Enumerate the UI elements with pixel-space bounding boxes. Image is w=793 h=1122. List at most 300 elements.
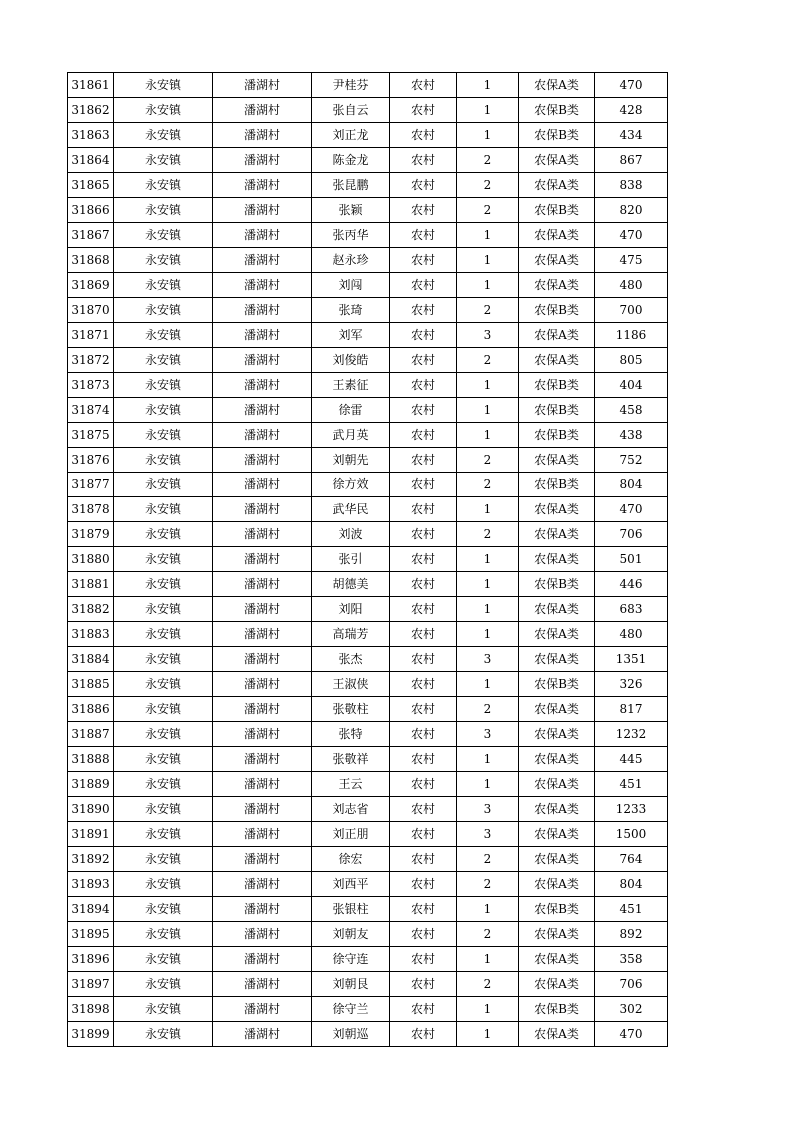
town-cell: 永安镇 — [114, 73, 213, 98]
household-size-cell: 1 — [457, 122, 519, 147]
village-cell: 潘湖村 — [213, 197, 312, 222]
insurance-category-cell: 农保B类 — [519, 397, 595, 422]
amount-cell: 892 — [595, 921, 668, 946]
insurance-category-cell: 农保A类 — [519, 722, 595, 747]
village-cell: 潘湖村 — [213, 347, 312, 372]
household-size-cell: 2 — [457, 522, 519, 547]
insurance-category-cell: 农保B类 — [519, 672, 595, 697]
area-type-cell: 农村 — [390, 772, 457, 797]
insurance-category-cell: 农保A类 — [519, 647, 595, 672]
household-size-cell: 2 — [457, 297, 519, 322]
household-size-cell: 1 — [457, 547, 519, 572]
person-name-cell: 刘朝先 — [312, 447, 390, 472]
amount-cell: 817 — [595, 697, 668, 722]
record-id-cell: 31894 — [68, 896, 114, 921]
record-id-cell: 31879 — [68, 522, 114, 547]
area-type-cell: 农村 — [390, 1021, 457, 1046]
area-type-cell: 农村 — [390, 697, 457, 722]
amount-cell: 805 — [595, 347, 668, 372]
person-name-cell: 刘俊皓 — [312, 347, 390, 372]
record-id-cell: 31876 — [68, 447, 114, 472]
household-size-cell: 1 — [457, 1021, 519, 1046]
town-cell: 永安镇 — [114, 772, 213, 797]
town-cell: 永安镇 — [114, 122, 213, 147]
household-size-cell: 3 — [457, 797, 519, 822]
record-id-cell: 31895 — [68, 921, 114, 946]
household-size-cell: 1 — [457, 672, 519, 697]
amount-cell: 480 — [595, 272, 668, 297]
insurance-category-cell: 农保B类 — [519, 197, 595, 222]
person-name-cell: 徐方效 — [312, 472, 390, 497]
person-name-cell: 胡德美 — [312, 572, 390, 597]
village-cell: 潘湖村 — [213, 1021, 312, 1046]
amount-cell: 470 — [595, 222, 668, 247]
household-size-cell: 1 — [457, 397, 519, 422]
person-name-cell: 武华民 — [312, 497, 390, 522]
insurance-category-cell: 农保A类 — [519, 272, 595, 297]
town-cell: 永安镇 — [114, 1021, 213, 1046]
village-cell: 潘湖村 — [213, 73, 312, 98]
person-name-cell: 张杰 — [312, 647, 390, 672]
record-id-cell: 31889 — [68, 772, 114, 797]
area-type-cell: 农村 — [390, 647, 457, 672]
amount-cell: 428 — [595, 97, 668, 122]
village-cell: 潘湖村 — [213, 872, 312, 897]
area-type-cell: 农村 — [390, 447, 457, 472]
person-name-cell: 刘朝友 — [312, 921, 390, 946]
area-type-cell: 农村 — [390, 872, 457, 897]
insurance-category-cell: 农保B类 — [519, 422, 595, 447]
town-cell: 永安镇 — [114, 822, 213, 847]
insurance-category-cell: 农保B类 — [519, 996, 595, 1021]
insurance-category-cell: 农保A类 — [519, 822, 595, 847]
table-row — [68, 372, 668, 397]
person-name-cell: 刘阳 — [312, 597, 390, 622]
town-cell: 永安镇 — [114, 747, 213, 772]
amount-cell: 1186 — [595, 322, 668, 347]
town-cell: 永安镇 — [114, 297, 213, 322]
household-size-cell: 2 — [457, 197, 519, 222]
person-name-cell: 张银柱 — [312, 896, 390, 921]
household-size-cell: 3 — [457, 647, 519, 672]
table-row — [68, 397, 668, 422]
record-id-cell: 31868 — [68, 247, 114, 272]
insurance-category-cell: 农保A类 — [519, 497, 595, 522]
record-id-cell: 31891 — [68, 822, 114, 847]
insurance-category-cell: 农保B类 — [519, 572, 595, 597]
amount-cell: 804 — [595, 872, 668, 897]
table-row — [68, 772, 668, 797]
town-cell: 永安镇 — [114, 422, 213, 447]
person-name-cell: 徐宏 — [312, 847, 390, 872]
household-size-cell: 3 — [457, 822, 519, 847]
town-cell: 永安镇 — [114, 896, 213, 921]
household-size-cell: 1 — [457, 247, 519, 272]
town-cell: 永安镇 — [114, 447, 213, 472]
record-id-cell: 31877 — [68, 472, 114, 497]
household-size-cell: 1 — [457, 73, 519, 98]
record-id-cell: 31887 — [68, 722, 114, 747]
household-size-cell: 1 — [457, 372, 519, 397]
village-cell: 潘湖村 — [213, 222, 312, 247]
person-name-cell: 张特 — [312, 722, 390, 747]
record-id-cell: 31899 — [68, 1021, 114, 1046]
area-type-cell: 农村 — [390, 946, 457, 971]
table-row — [68, 921, 668, 946]
household-size-cell: 2 — [457, 697, 519, 722]
village-cell: 潘湖村 — [213, 447, 312, 472]
village-cell: 潘湖村 — [213, 122, 312, 147]
record-id-cell: 31870 — [68, 297, 114, 322]
village-cell: 潘湖村 — [213, 797, 312, 822]
town-cell: 永安镇 — [114, 522, 213, 547]
area-type-cell: 农村 — [390, 971, 457, 996]
area-type-cell: 农村 — [390, 73, 457, 98]
town-cell: 永安镇 — [114, 372, 213, 397]
household-size-cell: 2 — [457, 872, 519, 897]
person-name-cell: 尹桂芬 — [312, 73, 390, 98]
record-id-cell: 31875 — [68, 422, 114, 447]
insurance-category-cell: 农保A类 — [519, 147, 595, 172]
record-id-cell: 31897 — [68, 971, 114, 996]
area-type-cell: 农村 — [390, 222, 457, 247]
area-type-cell: 农村 — [390, 397, 457, 422]
insurance-category-cell: 农保A类 — [519, 247, 595, 272]
village-cell: 潘湖村 — [213, 647, 312, 672]
amount-cell: 451 — [595, 772, 668, 797]
town-cell: 永安镇 — [114, 797, 213, 822]
table-row — [68, 472, 668, 497]
person-name-cell: 王淑侠 — [312, 672, 390, 697]
insurance-category-cell: 农保A类 — [519, 1021, 595, 1046]
village-cell: 潘湖村 — [213, 97, 312, 122]
area-type-cell: 农村 — [390, 722, 457, 747]
table-row — [68, 797, 668, 822]
person-name-cell: 徐守连 — [312, 946, 390, 971]
town-cell: 永安镇 — [114, 397, 213, 422]
amount-cell: 470 — [595, 73, 668, 98]
town-cell: 永安镇 — [114, 322, 213, 347]
town-cell: 永安镇 — [114, 197, 213, 222]
table-row — [68, 647, 668, 672]
amount-cell: 706 — [595, 971, 668, 996]
record-id-cell: 31862 — [68, 97, 114, 122]
record-id-cell: 31861 — [68, 73, 114, 98]
village-cell: 潘湖村 — [213, 172, 312, 197]
table-row — [68, 1021, 668, 1046]
area-type-cell: 农村 — [390, 422, 457, 447]
village-cell: 潘湖村 — [213, 472, 312, 497]
record-id-cell: 31871 — [68, 322, 114, 347]
record-id-cell: 31883 — [68, 622, 114, 647]
area-type-cell: 农村 — [390, 272, 457, 297]
table-body — [68, 73, 668, 1047]
table-row — [68, 971, 668, 996]
person-name-cell: 刘波 — [312, 522, 390, 547]
table-row — [68, 147, 668, 172]
amount-cell: 501 — [595, 547, 668, 572]
person-name-cell: 徐雷 — [312, 397, 390, 422]
household-size-cell: 2 — [457, 472, 519, 497]
village-cell: 潘湖村 — [213, 522, 312, 547]
table-row — [68, 547, 668, 572]
insurance-category-cell: 农保A类 — [519, 547, 595, 572]
record-id-cell: 31888 — [68, 747, 114, 772]
area-type-cell: 农村 — [390, 822, 457, 847]
person-name-cell: 张敬柱 — [312, 697, 390, 722]
record-id-cell: 31882 — [68, 597, 114, 622]
area-type-cell: 农村 — [390, 672, 457, 697]
table-row — [68, 747, 668, 772]
area-type-cell: 农村 — [390, 172, 457, 197]
table-row — [68, 872, 668, 897]
table-row — [68, 322, 668, 347]
amount-cell: 434 — [595, 122, 668, 147]
insurance-category-cell: 农保A类 — [519, 847, 595, 872]
record-id-cell: 31872 — [68, 347, 114, 372]
town-cell: 永安镇 — [114, 172, 213, 197]
area-type-cell: 农村 — [390, 522, 457, 547]
table-row — [68, 622, 668, 647]
area-type-cell: 农村 — [390, 497, 457, 522]
household-size-cell: 3 — [457, 722, 519, 747]
table-row — [68, 572, 668, 597]
amount-cell: 302 — [595, 996, 668, 1021]
insurance-category-cell: 农保A类 — [519, 946, 595, 971]
table-row — [68, 247, 668, 272]
person-name-cell: 张丙华 — [312, 222, 390, 247]
amount-cell: 438 — [595, 422, 668, 447]
amount-cell: 838 — [595, 172, 668, 197]
household-size-cell: 1 — [457, 946, 519, 971]
town-cell: 永安镇 — [114, 347, 213, 372]
town-cell: 永安镇 — [114, 921, 213, 946]
insurance-category-cell: 农保B类 — [519, 297, 595, 322]
village-cell: 潘湖村 — [213, 896, 312, 921]
area-type-cell: 农村 — [390, 996, 457, 1021]
village-cell: 潘湖村 — [213, 971, 312, 996]
table-row — [68, 172, 668, 197]
record-id-cell: 31874 — [68, 397, 114, 422]
amount-cell: 683 — [595, 597, 668, 622]
table-row — [68, 822, 668, 847]
household-size-cell: 1 — [457, 622, 519, 647]
insurance-category-cell: 农保A类 — [519, 747, 595, 772]
record-id-cell: 31873 — [68, 372, 114, 397]
record-id-cell: 31885 — [68, 672, 114, 697]
amount-cell: 446 — [595, 572, 668, 597]
area-type-cell: 农村 — [390, 147, 457, 172]
insurance-category-cell: 农保A类 — [519, 73, 595, 98]
household-size-cell: 1 — [457, 572, 519, 597]
amount-cell: 445 — [595, 747, 668, 772]
town-cell: 永安镇 — [114, 472, 213, 497]
town-cell: 永安镇 — [114, 971, 213, 996]
village-cell: 潘湖村 — [213, 397, 312, 422]
village-cell: 潘湖村 — [213, 996, 312, 1021]
table-row — [68, 447, 668, 472]
person-name-cell: 张昆鹏 — [312, 172, 390, 197]
person-name-cell: 武月英 — [312, 422, 390, 447]
town-cell: 永安镇 — [114, 847, 213, 872]
household-size-cell: 3 — [457, 322, 519, 347]
person-name-cell: 张敬祥 — [312, 747, 390, 772]
person-name-cell: 刘朝巡 — [312, 1021, 390, 1046]
amount-cell: 700 — [595, 297, 668, 322]
town-cell: 永安镇 — [114, 946, 213, 971]
insurance-category-cell: 农保B类 — [519, 122, 595, 147]
area-type-cell: 农村 — [390, 247, 457, 272]
person-name-cell: 王云 — [312, 772, 390, 797]
table-row — [68, 222, 668, 247]
household-size-cell: 1 — [457, 497, 519, 522]
amount-cell: 458 — [595, 397, 668, 422]
insurance-category-cell: 农保B类 — [519, 472, 595, 497]
table-row — [68, 672, 668, 697]
person-name-cell: 刘正龙 — [312, 122, 390, 147]
table-row — [68, 197, 668, 222]
amount-cell: 475 — [595, 247, 668, 272]
record-id-cell: 31869 — [68, 272, 114, 297]
town-cell: 永安镇 — [114, 547, 213, 572]
person-name-cell: 王素征 — [312, 372, 390, 397]
insurance-category-cell: 农保A类 — [519, 322, 595, 347]
amount-cell: 358 — [595, 946, 668, 971]
area-type-cell: 农村 — [390, 322, 457, 347]
village-cell: 潘湖村 — [213, 272, 312, 297]
table-row — [68, 73, 668, 98]
record-id-cell: 31892 — [68, 847, 114, 872]
person-name-cell: 赵永珍 — [312, 247, 390, 272]
village-cell: 潘湖村 — [213, 147, 312, 172]
area-type-cell: 农村 — [390, 197, 457, 222]
town-cell: 永安镇 — [114, 222, 213, 247]
table-row — [68, 722, 668, 747]
household-size-cell: 1 — [457, 97, 519, 122]
person-name-cell: 刘军 — [312, 322, 390, 347]
table-row — [68, 697, 668, 722]
area-type-cell: 农村 — [390, 747, 457, 772]
amount-cell: 752 — [595, 447, 668, 472]
village-cell: 潘湖村 — [213, 372, 312, 397]
insurance-category-cell: 农保B类 — [519, 372, 595, 397]
person-name-cell: 张自云 — [312, 97, 390, 122]
amount-cell: 404 — [595, 372, 668, 397]
insurance-category-cell: 农保B类 — [519, 97, 595, 122]
area-type-cell: 农村 — [390, 896, 457, 921]
amount-cell: 326 — [595, 672, 668, 697]
insurance-category-cell: 农保A类 — [519, 971, 595, 996]
household-size-cell: 1 — [457, 996, 519, 1021]
area-type-cell: 农村 — [390, 97, 457, 122]
insurance-category-cell: 农保A类 — [519, 347, 595, 372]
household-size-cell: 2 — [457, 347, 519, 372]
person-name-cell: 高瑞芳 — [312, 622, 390, 647]
table-row — [68, 272, 668, 297]
household-size-cell: 2 — [457, 921, 519, 946]
record-id-cell: 31890 — [68, 797, 114, 822]
area-type-cell: 农村 — [390, 572, 457, 597]
record-id-cell: 31863 — [68, 122, 114, 147]
record-id-cell: 31878 — [68, 497, 114, 522]
household-size-cell: 2 — [457, 847, 519, 872]
insurance-category-cell: 农保A类 — [519, 447, 595, 472]
insurance-category-cell: 农保A类 — [519, 222, 595, 247]
village-cell: 潘湖村 — [213, 672, 312, 697]
person-name-cell: 刘志省 — [312, 797, 390, 822]
village-cell: 潘湖村 — [213, 847, 312, 872]
village-cell: 潘湖村 — [213, 697, 312, 722]
area-type-cell: 农村 — [390, 372, 457, 397]
insurance-category-cell: 农保B类 — [519, 896, 595, 921]
table-row — [68, 297, 668, 322]
person-name-cell: 刘西平 — [312, 872, 390, 897]
household-size-cell: 1 — [457, 896, 519, 921]
town-cell: 永安镇 — [114, 597, 213, 622]
table-row — [68, 97, 668, 122]
record-id-cell: 31864 — [68, 147, 114, 172]
person-name-cell: 刘闯 — [312, 272, 390, 297]
amount-cell: 764 — [595, 847, 668, 872]
record-id-cell: 31896 — [68, 946, 114, 971]
area-type-cell: 农村 — [390, 547, 457, 572]
household-size-cell: 2 — [457, 172, 519, 197]
area-type-cell: 农村 — [390, 597, 457, 622]
person-name-cell: 徐守兰 — [312, 996, 390, 1021]
village-cell: 潘湖村 — [213, 722, 312, 747]
table-row — [68, 946, 668, 971]
town-cell: 永安镇 — [114, 622, 213, 647]
town-cell: 永安镇 — [114, 722, 213, 747]
amount-cell: 1351 — [595, 647, 668, 672]
person-name-cell: 陈金龙 — [312, 147, 390, 172]
area-type-cell: 农村 — [390, 472, 457, 497]
village-cell: 潘湖村 — [213, 497, 312, 522]
record-id-cell: 31886 — [68, 697, 114, 722]
table-row — [68, 347, 668, 372]
household-size-cell: 1 — [457, 422, 519, 447]
household-size-cell: 1 — [457, 597, 519, 622]
table-row — [68, 422, 668, 447]
amount-cell: 1232 — [595, 722, 668, 747]
amount-cell: 1500 — [595, 822, 668, 847]
village-cell: 潘湖村 — [213, 597, 312, 622]
insurance-category-cell: 农保A类 — [519, 921, 595, 946]
village-cell: 潘湖村 — [213, 322, 312, 347]
amount-cell: 470 — [595, 1021, 668, 1046]
village-cell: 潘湖村 — [213, 547, 312, 572]
insurance-category-cell: 农保A类 — [519, 597, 595, 622]
town-cell: 永安镇 — [114, 996, 213, 1021]
insurance-category-cell: 农保A类 — [519, 622, 595, 647]
record-id-cell: 31881 — [68, 572, 114, 597]
town-cell: 永安镇 — [114, 697, 213, 722]
village-cell: 潘湖村 — [213, 297, 312, 322]
household-size-cell: 1 — [457, 747, 519, 772]
area-type-cell: 农村 — [390, 847, 457, 872]
town-cell: 永安镇 — [114, 272, 213, 297]
household-size-cell: 1 — [457, 222, 519, 247]
record-id-cell: 31866 — [68, 197, 114, 222]
record-id-cell: 31865 — [68, 172, 114, 197]
record-id-cell: 31867 — [68, 222, 114, 247]
amount-cell: 804 — [595, 472, 668, 497]
record-id-cell: 31893 — [68, 872, 114, 897]
area-type-cell: 农村 — [390, 921, 457, 946]
insurance-category-cell: 农保A类 — [519, 872, 595, 897]
insurance-category-cell: 农保A类 — [519, 772, 595, 797]
village-cell: 潘湖村 — [213, 247, 312, 272]
